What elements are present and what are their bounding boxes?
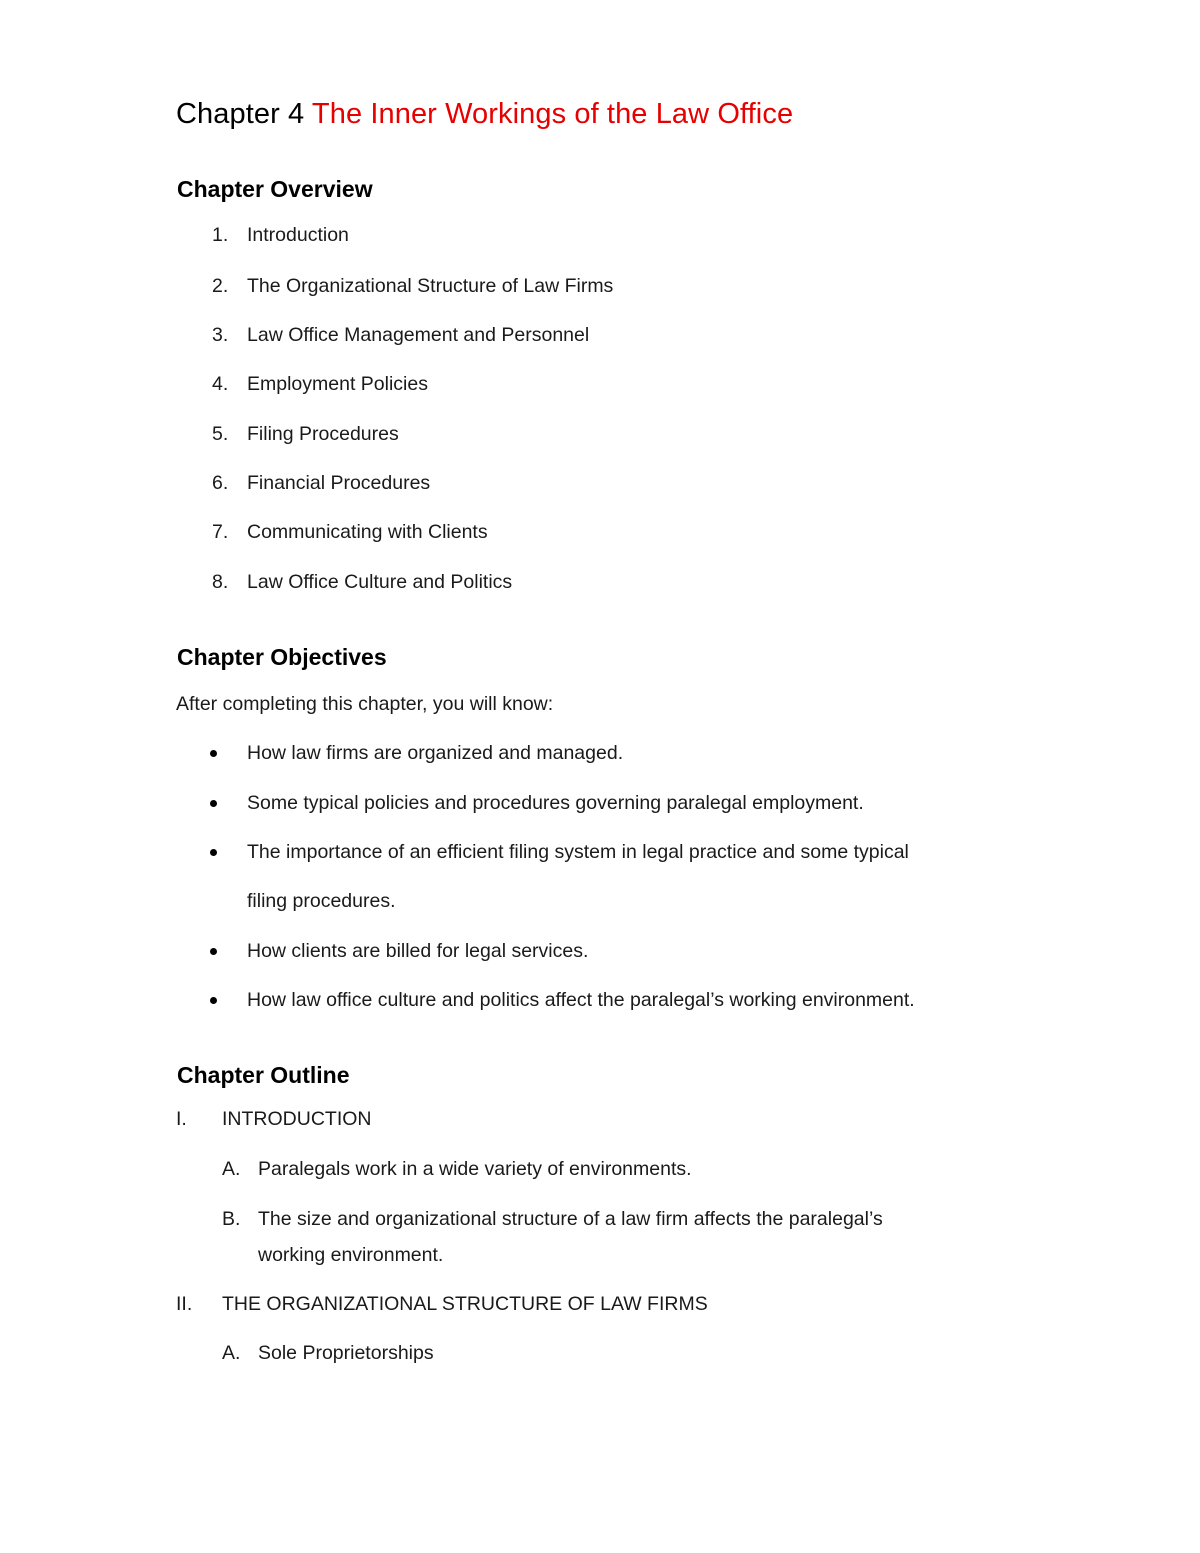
objective-item: The importance of an efficient filing system in legal practice and some typical xyxy=(247,841,909,863)
outline-item: The size and organizational structure of a law firm affects the paralegal’s xyxy=(258,1208,883,1230)
overview-item: Financial Procedures xyxy=(247,472,431,494)
objective-item: How clients are billed for legal services. xyxy=(247,940,589,962)
overview-heading: Chapter Overview xyxy=(177,176,373,202)
outline-item-continuation: working environment. xyxy=(258,1244,444,1266)
overview-item-number: 1. xyxy=(212,224,229,246)
objective-item: How law office culture and politics affect the paralegal’s working environment. xyxy=(247,989,915,1011)
overview-item-number: 2. xyxy=(212,275,229,297)
outline-section-title: THE ORGANIZATIONAL STRUCTURE OF LAW FIRMS xyxy=(222,1293,708,1315)
bullet-icon xyxy=(210,997,217,1004)
overview-item: Law Office Management and Personnel xyxy=(247,324,590,346)
overview-item-number: 6. xyxy=(212,472,229,494)
outline-section-numeral: II. xyxy=(176,1293,193,1315)
objective-item: How law firms are organized and managed. xyxy=(247,742,624,764)
objective-item: Some typical policies and procedures governing paralegal employment. xyxy=(247,792,864,814)
objective-item-continuation: filing procedures. xyxy=(247,890,396,912)
overview-item-number: 5. xyxy=(212,423,229,445)
outline-section-title: INTRODUCTION xyxy=(222,1108,372,1130)
outline-item-letter: A. xyxy=(222,1158,241,1180)
overview-item: The Organizational Structure of Law Firms xyxy=(247,275,614,297)
overview-item: Communicating with Clients xyxy=(247,521,488,543)
outline-item-letter: A. xyxy=(222,1342,241,1364)
overview-item-number: 4. xyxy=(212,373,229,395)
chapter-title xyxy=(176,98,793,131)
outline-heading: Chapter Outline xyxy=(177,1062,350,1088)
overview-item: Law Office Culture and Politics xyxy=(247,571,513,593)
overview-item: Employment Policies xyxy=(247,373,428,395)
bullet-icon xyxy=(210,849,217,856)
overview-item: Filing Procedures xyxy=(247,423,399,445)
bullet-icon xyxy=(210,948,217,955)
chapter-number: Chapter 4 xyxy=(176,98,305,130)
outline-item-letter: B. xyxy=(222,1208,241,1230)
overview-item: Introduction xyxy=(247,224,349,246)
objectives-intro: After completing this chapter, you will know: xyxy=(176,693,554,715)
outline-item: Sole Proprietorships xyxy=(258,1342,434,1364)
objectives-heading: Chapter Objectives xyxy=(177,644,387,670)
outline-item: Paralegals work in a wide variety of environments. xyxy=(258,1158,692,1180)
outline-section-numeral: I. xyxy=(176,1108,187,1130)
overview-item-number: 7. xyxy=(212,521,229,543)
chapter-name: The Inner Workings of the Law Office xyxy=(311,98,794,130)
bullet-icon xyxy=(210,800,217,807)
overview-item-number: 3. xyxy=(212,324,229,346)
bullet-icon xyxy=(210,750,217,757)
overview-item-number: 8. xyxy=(212,571,229,593)
